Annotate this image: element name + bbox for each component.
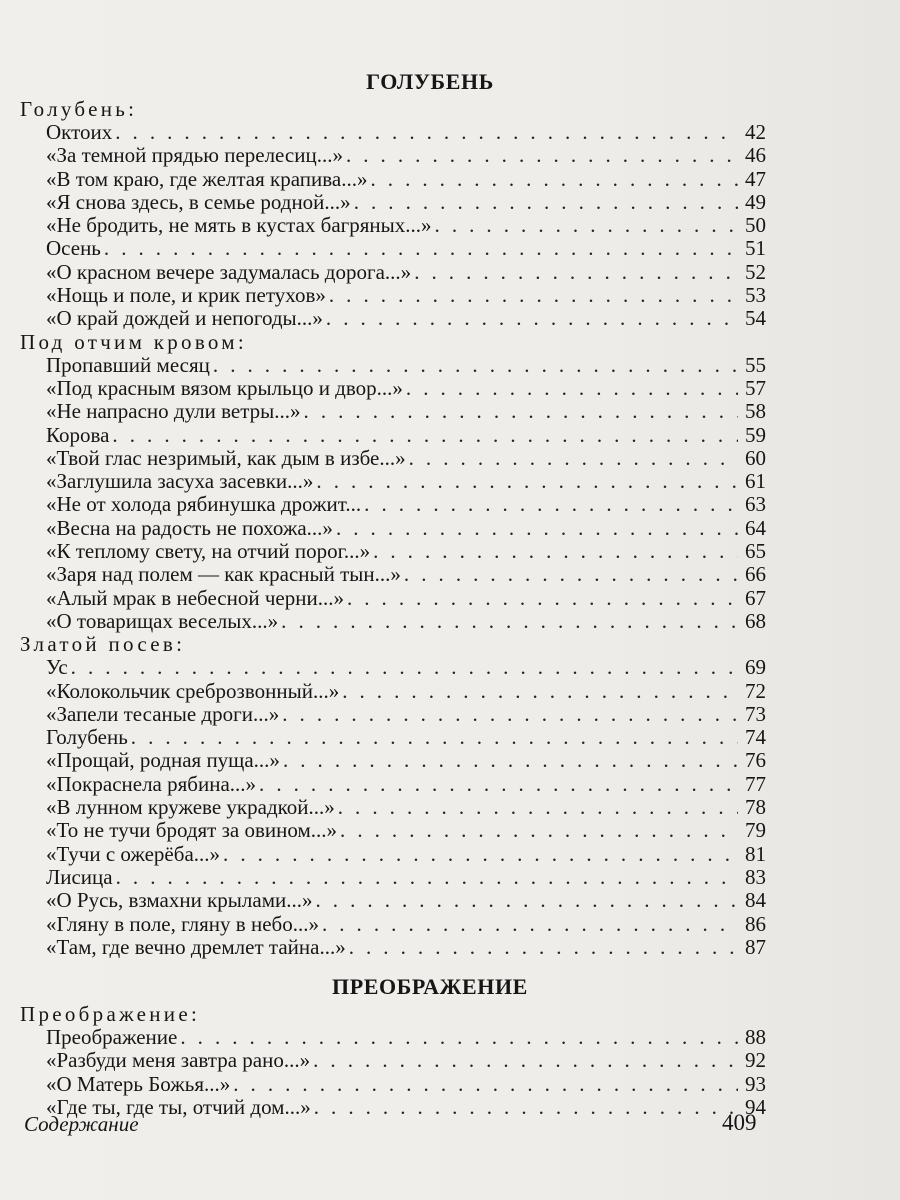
entry-page-number: 87 xyxy=(745,934,766,959)
dot-leader xyxy=(313,1049,738,1072)
toc-entry xyxy=(20,680,766,703)
entry-page-number: 68 xyxy=(745,608,766,633)
entry-title: «То не тучи бродят за овином...» xyxy=(46,818,338,843)
entry-page-number: 65 xyxy=(745,539,766,564)
dot-leader xyxy=(283,749,738,772)
entry-page-number: 94 xyxy=(745,1094,766,1119)
entry-page-number: 49 xyxy=(745,189,766,214)
toc-entry xyxy=(20,307,766,330)
toc-entry xyxy=(20,400,766,423)
toc-entry xyxy=(20,377,766,400)
toc-entry xyxy=(20,656,766,679)
toc-entry xyxy=(20,168,766,191)
dot-leader xyxy=(364,493,738,516)
entry-page-number: 47 xyxy=(745,166,766,191)
entry-title: «О Матерь Божья...» xyxy=(46,1071,231,1096)
dot-leader xyxy=(112,424,738,447)
dot-leader xyxy=(409,447,738,470)
group-heading: Преображение: xyxy=(20,1002,201,1027)
table-of-contents xyxy=(20,66,766,1119)
toc-entry xyxy=(20,424,766,447)
entry-page-number: 60 xyxy=(745,445,766,470)
dot-leader xyxy=(223,843,738,866)
dot-leader xyxy=(131,726,738,749)
toc-entry xyxy=(20,121,766,144)
dot-leader xyxy=(104,237,738,260)
toc-entry xyxy=(20,796,766,819)
dot-leader xyxy=(329,284,738,307)
toc-entry xyxy=(20,540,766,563)
toc-entry xyxy=(20,470,766,493)
toc-entry xyxy=(20,354,766,377)
group-heading: Голубень: xyxy=(20,97,138,121)
entry-title: «В том краю, где желтая крапива...» xyxy=(46,166,368,191)
entry-page-number: 93 xyxy=(745,1071,766,1096)
entry-page-number: 53 xyxy=(745,283,766,308)
entry-page-number: 46 xyxy=(745,143,766,168)
entry-title: «Твой глас незримый, как дым в избе...» xyxy=(46,445,406,470)
toc-entry xyxy=(20,936,766,959)
page-number: 409 xyxy=(722,1110,757,1135)
dot-leader xyxy=(373,540,738,563)
dot-leader xyxy=(336,517,738,540)
dot-leader xyxy=(322,913,738,936)
entry-page-number: 52 xyxy=(745,259,766,284)
entry-title: «Заря над полем — как красный тын...» xyxy=(46,562,401,587)
toc-entry xyxy=(20,447,766,470)
section-title: ГОЛУБЕНЬ xyxy=(366,69,494,94)
entry-title: «Заглушила засуха засевки...» xyxy=(46,469,314,494)
entry-title: «Весна на радость не похожа...» xyxy=(46,515,333,540)
running-footer-title: Содержание xyxy=(24,1112,139,1136)
entry-page-number: 74 xyxy=(745,725,766,750)
entry-page-number: 72 xyxy=(745,678,766,703)
dot-leader xyxy=(406,377,738,400)
toc-entry xyxy=(20,703,766,726)
entry-page-number: 55 xyxy=(745,352,766,377)
entry-title: «Там, где вечно дремлет тайна...» xyxy=(46,934,346,959)
entry-title: «Разбуди меня завтра рано...» xyxy=(46,1048,311,1073)
dot-leader xyxy=(349,936,738,959)
entry-title: «К теплому свету, на отчий порог...» xyxy=(46,539,371,564)
entry-title: «Под красным вязом крыльцо и двор...» xyxy=(46,375,403,400)
entry-page-number: 61 xyxy=(745,469,766,494)
entry-title: «О товарищах веселых...» xyxy=(46,608,279,633)
entry-page-number: 86 xyxy=(745,911,766,936)
entry-page-number: 83 xyxy=(745,864,766,889)
entry-title: «Тучи с ожерёба...» xyxy=(46,841,221,866)
dot-leader xyxy=(346,144,738,167)
toc-entry xyxy=(20,237,766,260)
toc-entry xyxy=(20,1049,766,1072)
toc-entry xyxy=(20,773,766,796)
group-heading: Златой посев: xyxy=(20,632,186,657)
dot-leader xyxy=(370,168,738,191)
entry-page-number: 66 xyxy=(745,562,766,587)
entry-title: «Не от холода рябинушка дрожит... xyxy=(46,492,362,517)
toc-entry xyxy=(20,587,766,610)
entry-title: «В лунном кружеве украдкой...» xyxy=(46,795,335,820)
entry-page-number: 84 xyxy=(745,888,766,913)
entry-page-number: 58 xyxy=(745,399,766,424)
entry-title: «Не бродить, не мять в кустах багряных...» xyxy=(46,213,432,238)
toc-entry xyxy=(20,261,766,284)
dot-leader xyxy=(233,1073,738,1096)
dot-leader xyxy=(338,796,738,819)
entry-page-number: 88 xyxy=(745,1025,766,1050)
toc-entry xyxy=(20,913,766,936)
dot-leader xyxy=(354,191,738,214)
dot-leader xyxy=(71,656,738,679)
entry-title: Лисица xyxy=(46,864,113,889)
entry-page-number: 59 xyxy=(745,422,766,447)
entry-page-number: 57 xyxy=(745,375,766,400)
entry-title: «Запели тесаные дроги...» xyxy=(46,701,280,726)
entry-page-number: 76 xyxy=(745,748,766,773)
entry-page-number: 67 xyxy=(745,585,766,610)
entry-page-number: 79 xyxy=(745,818,766,843)
entry-page-number: 78 xyxy=(745,795,766,820)
entry-title: Осень xyxy=(46,236,101,261)
entry-page-number: 42 xyxy=(745,120,766,144)
entry-page-number: 54 xyxy=(745,306,766,331)
dot-leader xyxy=(304,400,738,423)
dot-leader xyxy=(435,214,738,237)
dot-leader xyxy=(116,866,738,889)
entry-title: «Нощь и поле, и крик петухов» xyxy=(46,283,326,308)
dot-leader xyxy=(347,587,738,610)
entry-title: «Покраснела рябина...» xyxy=(46,771,257,796)
entry-title: Ус xyxy=(46,655,68,680)
toc-entry xyxy=(20,866,766,889)
entry-title: Октоих xyxy=(46,120,113,144)
entry-title: Пропавший месяц xyxy=(46,352,210,377)
entry-title: «Колокольчик среброзвонный...» xyxy=(46,678,340,703)
group-heading: Под отчим кровом: xyxy=(20,329,248,354)
section-title: ПРЕОБРАЖЕНИЕ xyxy=(332,974,528,1000)
toc-entry xyxy=(20,889,766,912)
entry-page-number: 69 xyxy=(745,655,766,680)
toc-entry xyxy=(20,819,766,842)
toc-entry xyxy=(20,144,766,167)
entry-page-number: 81 xyxy=(745,841,766,866)
entry-title: «Я снова здесь, в семье родной...» xyxy=(46,189,351,214)
entry-page-number: 77 xyxy=(745,771,766,796)
entry-page-number: 51 xyxy=(745,236,766,261)
entry-page-number: 63 xyxy=(745,492,766,517)
toc-entry xyxy=(20,610,766,633)
dot-leader xyxy=(282,703,738,726)
entry-title: «О край дождей и непогоды...» xyxy=(46,306,323,331)
entry-title: Голубень xyxy=(46,725,128,750)
toc-entry xyxy=(20,749,766,772)
dot-leader xyxy=(180,1026,738,1049)
dot-leader xyxy=(316,470,738,493)
entry-title: «О Русь, взмахни крылами...» xyxy=(46,888,313,913)
entry-title: «Где ты, где ты, отчий дом...» xyxy=(46,1094,311,1119)
dot-leader xyxy=(115,121,738,144)
dot-leader xyxy=(404,563,738,586)
entry-title: «Прощай, родная пуща...» xyxy=(46,748,280,773)
entry-title: «Алый мрак в небесной черни...» xyxy=(46,585,344,610)
dot-leader xyxy=(342,680,738,703)
entry-title: Преображение xyxy=(46,1025,178,1050)
dot-leader xyxy=(281,610,738,633)
entry-title: «Гляну в поле, гляну в небо...» xyxy=(46,911,319,936)
dot-leader xyxy=(213,354,738,377)
toc-entry xyxy=(20,1026,766,1049)
dot-leader xyxy=(316,889,739,912)
dot-leader xyxy=(414,261,738,284)
toc-entry xyxy=(20,214,766,237)
toc-entry xyxy=(20,563,766,586)
toc-entry xyxy=(20,843,766,866)
toc-entry xyxy=(20,517,766,540)
entry-page-number: 73 xyxy=(745,701,766,726)
entry-page-number: 92 xyxy=(745,1048,766,1073)
entry-title: Корова xyxy=(46,422,110,447)
entry-page-number: 50 xyxy=(745,213,766,238)
dot-leader xyxy=(314,1096,738,1119)
dot-leader xyxy=(340,819,738,842)
toc-entry xyxy=(20,284,766,307)
toc-entry xyxy=(20,726,766,749)
entry-title: «За темной прядью перелесиц...» xyxy=(46,143,343,168)
dot-leader xyxy=(259,773,738,796)
toc-entry xyxy=(20,1073,766,1096)
toc-entry xyxy=(20,493,766,516)
entry-title: «О красном вечере задумалась дорога...» xyxy=(46,259,412,284)
entry-page-number: 64 xyxy=(745,515,766,540)
dot-leader xyxy=(326,307,738,330)
toc-entry xyxy=(20,191,766,214)
entry-title: «Не напрасно дули ветры...» xyxy=(46,399,301,424)
